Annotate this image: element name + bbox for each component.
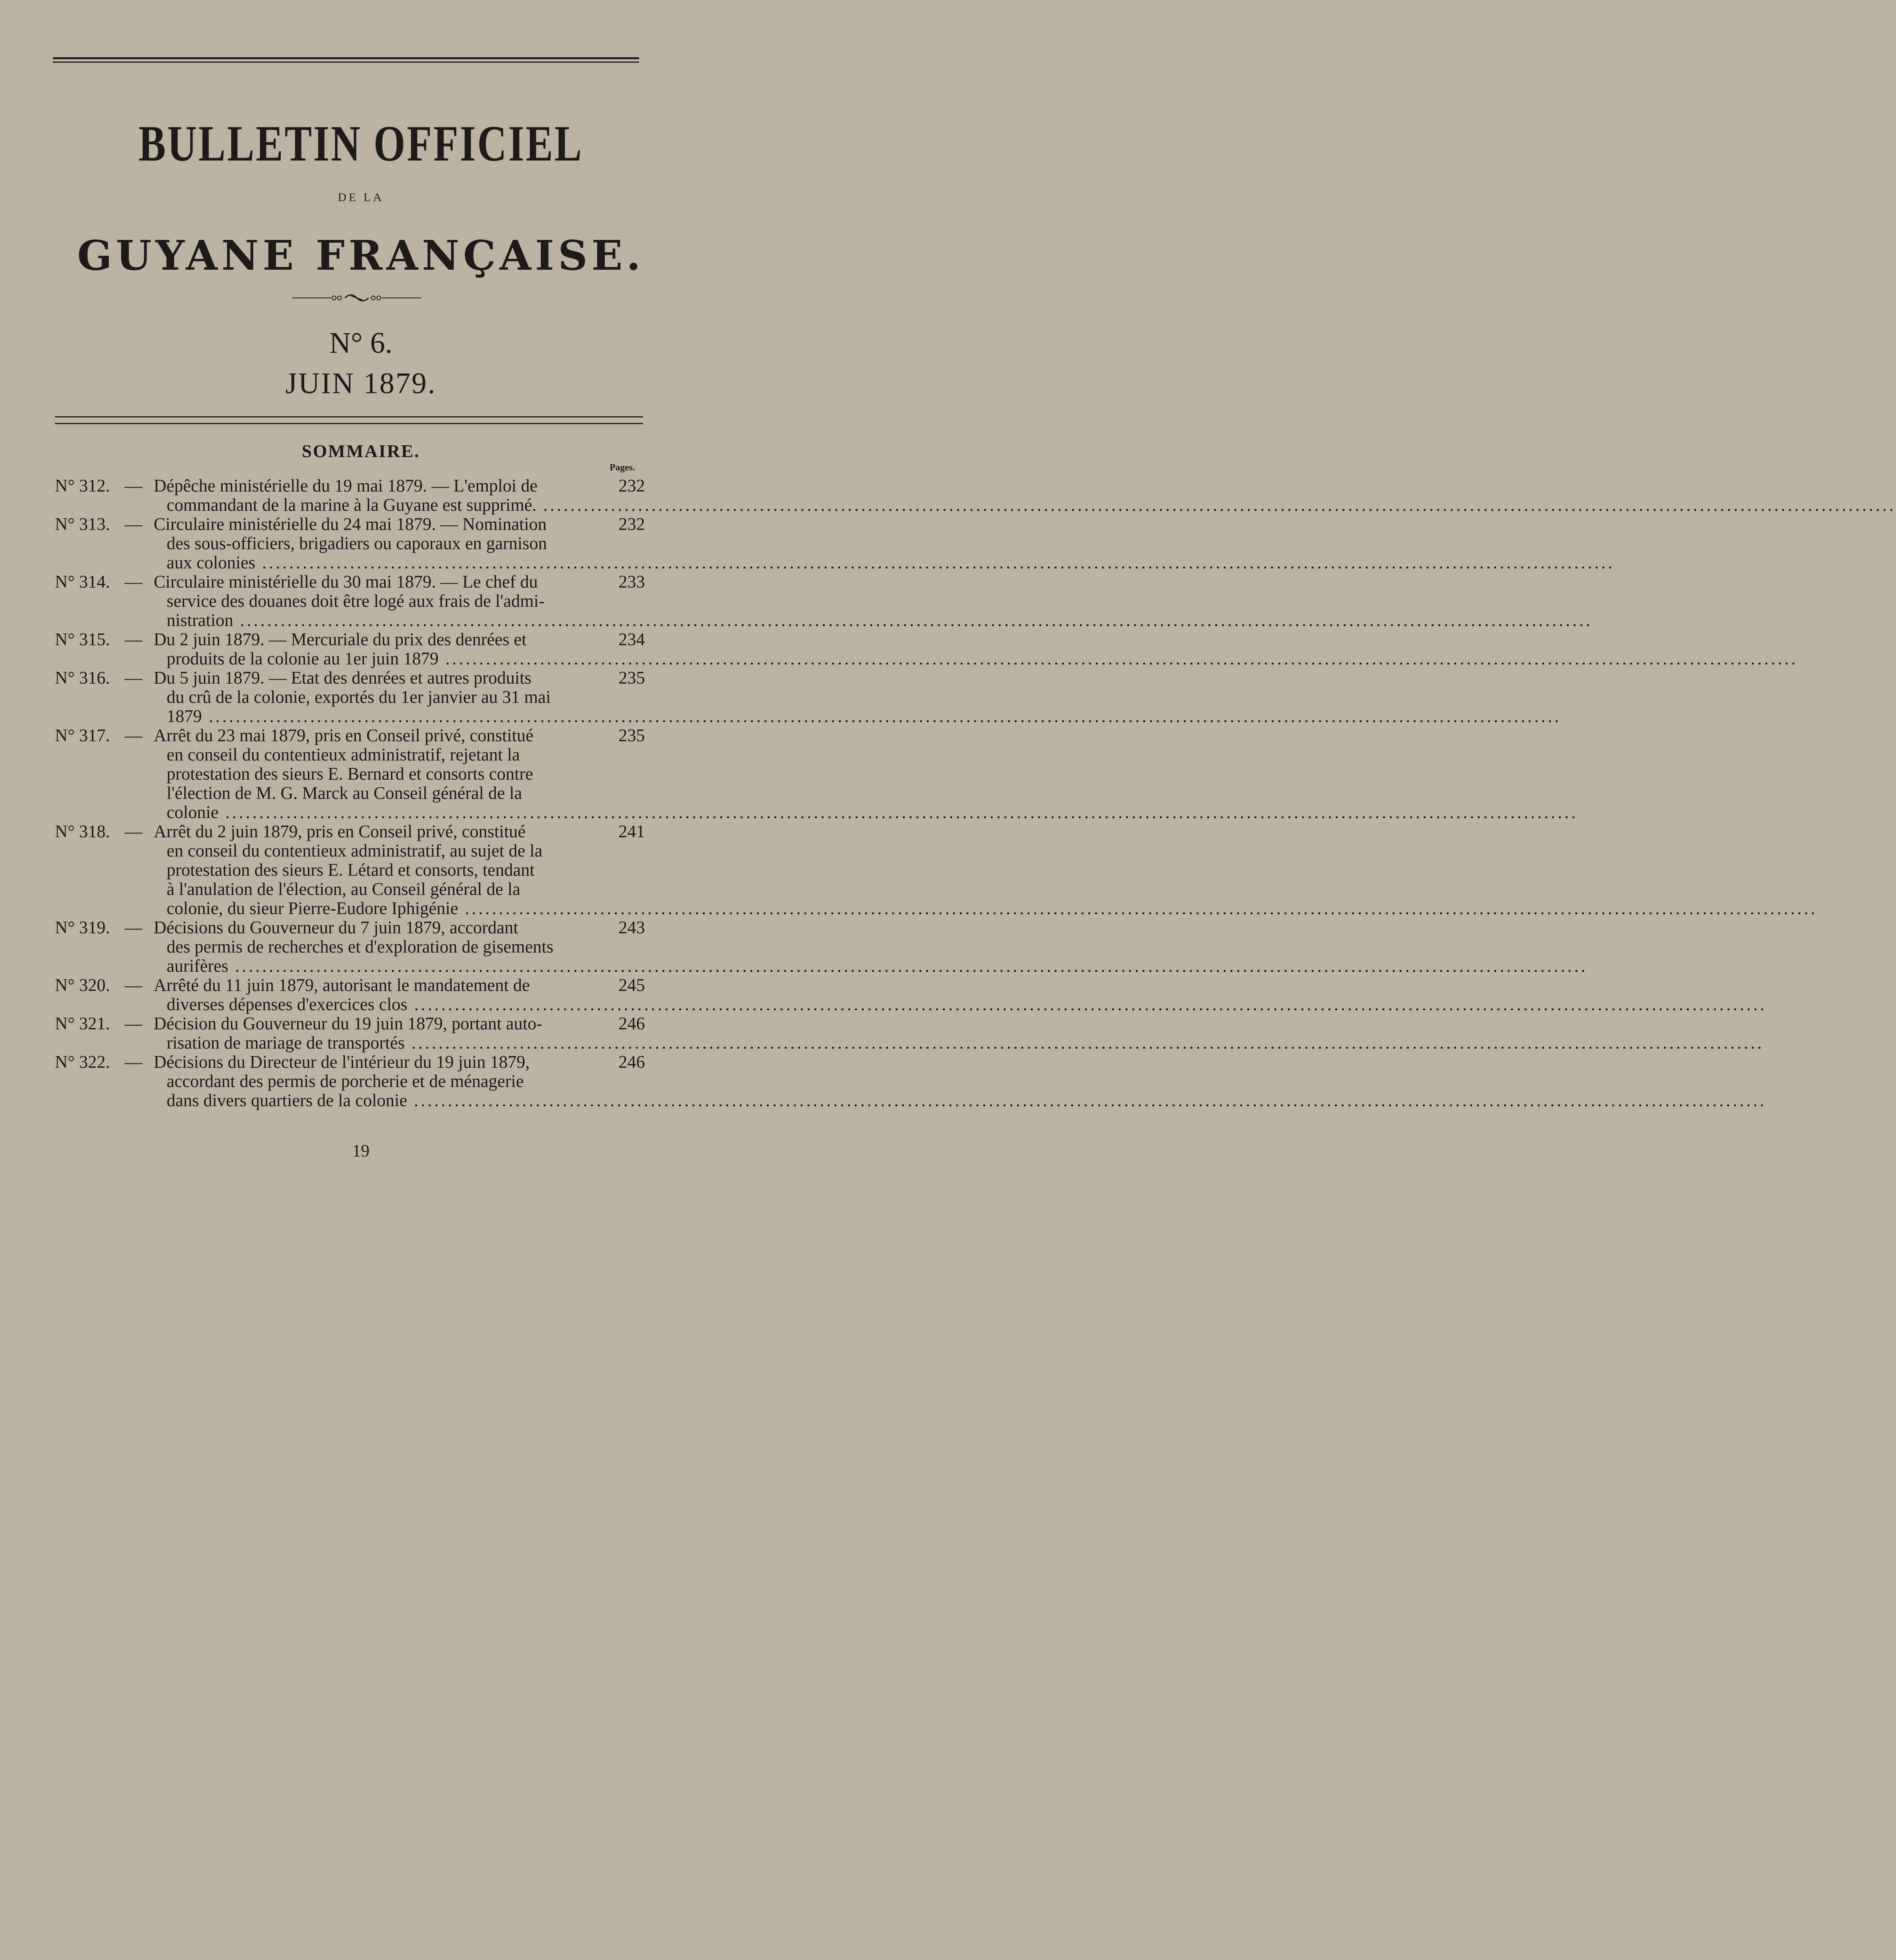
entry-page-number: 234	[618, 630, 645, 649]
leader-dots: ........................................................................................................................................................................................................	[228, 956, 1588, 976]
entry-line: protestation des sieurs E. Létard et consorts, tendant	[167, 860, 535, 880]
entry-number: N° 322.	[55, 1052, 110, 1072]
entry-dash: —	[125, 572, 142, 592]
entry-line: en conseil du contentieux administratif, rejetant la	[167, 745, 520, 764]
issue-number: N° 6.	[329, 327, 393, 359]
toc-entry	[0, 514, 1615, 572]
entry-page-number: 232	[618, 514, 645, 534]
bulletin-title: BULLETIN OFFICIEL	[138, 115, 583, 172]
toc-entry	[0, 1052, 1767, 1110]
entry-line: Décisions du Gouverneur du 7 juin 1879, accordant	[154, 918, 518, 937]
entry-number: N° 319.	[55, 918, 110, 937]
toc-entry	[0, 476, 1896, 515]
entry-line	[154, 706, 1562, 726]
entry-line: des permis de recherches et d'exploration de gisements	[167, 937, 554, 956]
entry-line: des sous-officiers, brigadiers ou caporaux en garnison	[167, 534, 547, 553]
entry-dash: —	[125, 514, 142, 534]
issue-date: JUIN 1879.	[285, 367, 436, 400]
entry-line-text: risation de mariage de transportés	[167, 1033, 405, 1053]
entry-line: Circulaire ministérielle du 24 mai 1879. — Nomination	[154, 514, 547, 534]
entry-number: N° 321.	[55, 1014, 110, 1033]
entry-page-number: 245	[618, 975, 645, 995]
entry-dash: —	[125, 668, 142, 688]
entry-line-text: aurifères	[167, 956, 229, 976]
entry-line: à l'anulation de l'élection, au Conseil général de la	[167, 879, 521, 899]
entry-line	[154, 802, 1578, 822]
entry-page-number: 235	[618, 726, 645, 745]
de-la-line: DE LA	[338, 191, 384, 204]
entry-dash: —	[125, 822, 142, 841]
entry-line	[154, 956, 1588, 976]
entry-line: Du 2 juin 1879. — Mercuriale du prix des denrées et	[154, 630, 527, 649]
entry-dash: —	[125, 975, 142, 995]
entry-dash: —	[125, 1014, 142, 1033]
entry-line	[154, 495, 1896, 515]
leader-dots: ........................................................................................................................................................................................................	[438, 649, 1798, 668]
entry-number: N° 320.	[55, 975, 110, 995]
entry-line: Arrêt du 23 mai 1879, pris en Conseil privé, constitué	[154, 726, 534, 745]
entry-number: N° 318.	[55, 822, 110, 841]
leader-dots: ........................................................................................................................................................................................................	[407, 995, 1767, 1014]
entry-page-number: 246	[618, 1052, 645, 1072]
entry-page-number: 235	[618, 668, 645, 688]
page-folio: 19	[352, 1141, 370, 1160]
entry-line	[154, 1091, 1767, 1110]
entry-number: N° 317.	[55, 726, 110, 745]
sommaire-title: SOMMAIRE.	[301, 441, 420, 461]
entry-number: N° 315.	[55, 630, 110, 649]
leader-dots: ........................................................................................................................................................................................................	[407, 1091, 1767, 1110]
entry-number: N° 314.	[55, 572, 110, 592]
leader-dots: ........................................................................................................................................................................................................	[233, 610, 1593, 630]
entry-page-number: 241	[618, 822, 645, 841]
entry-line	[154, 649, 1798, 668]
entry-line	[154, 610, 1593, 630]
table-of-contents	[0, 476, 1896, 1110]
entry-line: Circulaire ministérielle du 30 mai 1879. — Le chef du	[154, 572, 538, 592]
entry-line: Arrêt du 2 juin 1879, pris en Conseil privé, constitué	[154, 822, 526, 841]
toc-entry	[0, 1014, 1764, 1053]
entry-dash: —	[125, 726, 142, 745]
entry-line-text: produits de la colonie au 1er juin 1879	[167, 649, 439, 668]
guyane-title: GUYANE FRANÇAISE.	[77, 231, 645, 279]
leader-dots: ........................................................................................................................................................................................................	[405, 1033, 1764, 1053]
entry-line: service des douanes doit être logé aux frais de l'admi-	[167, 591, 545, 611]
entry-line: Décisions du Directeur de l'intérieur du 19 juin 1879,	[154, 1052, 530, 1072]
entry-line-text: colonie, du sieur Pierre-Eudore Iphigénie	[167, 898, 458, 918]
entry-line: protestation des sieurs E. Bernard et consorts contre	[167, 764, 533, 784]
leader-dots: ........................................................................................................................................................................................................	[202, 706, 1562, 726]
leader-dots: ........................................................................................................................................................................................................	[458, 898, 1818, 918]
entry-line: en conseil du contentieux administratif, au sujet de la	[167, 841, 543, 860]
toc-entry	[0, 630, 1798, 668]
toc-entry	[0, 668, 1562, 726]
entry-page-number: 233	[618, 572, 645, 592]
leader-dots: ........................................................................................................................................................................................................	[218, 802, 1578, 822]
entry-page-number: 246	[618, 1014, 645, 1033]
leader-dots: ........................................................................................................................................................................................................	[536, 495, 1896, 515]
toc-entry	[0, 572, 1593, 630]
entry-dash: —	[125, 1052, 142, 1072]
entry-number: N° 316.	[55, 668, 110, 688]
entry-dash: —	[125, 476, 142, 495]
entry-page-number: 232	[618, 476, 645, 495]
top-rule	[53, 57, 639, 63]
toc-entry	[0, 975, 1767, 1014]
entry-line-text: aux colonies	[167, 553, 256, 572]
entry-line	[154, 1033, 1764, 1053]
entry-line-text: colonie	[167, 802, 219, 822]
entry-line	[154, 898, 1818, 918]
entry-line: Dépêche ministérielle du 19 mai 1879. — L'emploi de	[154, 476, 538, 495]
entry-line: accordant des permis de porcherie et de ménagerie	[167, 1071, 524, 1091]
entry-line	[154, 553, 1615, 572]
entry-line-text: dans divers quartiers de la colonie	[167, 1091, 407, 1110]
entry-line-text: 1879	[167, 706, 202, 726]
entry-line-text: diverses dépenses d'exercices clos	[167, 995, 408, 1014]
entry-line	[154, 995, 1767, 1014]
toc-entry	[0, 918, 1588, 976]
double-rule	[55, 416, 643, 424]
entry-dash: —	[125, 918, 142, 937]
entry-line: Du 5 juin 1879. — Etat des denrées et autres produits	[154, 668, 532, 688]
entry-line: Arrêté du 11 juin 1879, autorisant le mandatement de	[154, 975, 530, 995]
entry-line: Décision du Gouverneur du 19 juin 1879, portant auto-	[154, 1014, 543, 1033]
entry-page-number: 243	[618, 918, 645, 937]
toc-entry	[0, 822, 1818, 918]
entry-number: N° 313.	[55, 514, 110, 534]
entry-number: N° 312.	[55, 476, 110, 495]
ornament-divider	[0, 290, 722, 306]
leader-dots: ........................................................................................................................................................................................................	[255, 553, 1615, 572]
entry-line-text: nistration	[167, 610, 233, 630]
pages-column-label: Pages.	[610, 463, 635, 473]
entry-dash: —	[125, 630, 142, 649]
entry-line-text: commandant de la marine à la Guyane est supprimé.	[167, 495, 537, 515]
entry-line: du crû de la colonie, exportés du 1er janvier au 31 mai	[167, 687, 551, 707]
toc-entry	[0, 726, 1578, 822]
entry-line: l'élection de M. G. Marck au Conseil général de la	[167, 783, 522, 803]
